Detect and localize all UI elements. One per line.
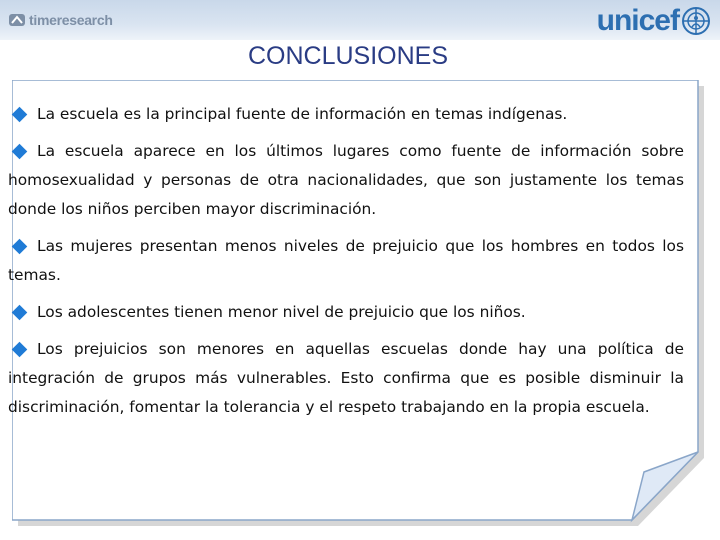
- item-text: Los adolescentes tienen menor nivel de prejuicio que los niños.: [37, 303, 526, 321]
- timeresearch-logo: [8, 10, 113, 30]
- unicef-emblem-icon: [682, 7, 710, 35]
- timeresearch-emblem-icon: [8, 11, 26, 29]
- blue-diamond-icon: [12, 341, 28, 357]
- unicef-logo: [597, 5, 710, 37]
- unicef-wordmark: unicef: [596, 4, 679, 37]
- blue-diamond-icon: [12, 238, 28, 254]
- list-item: [8, 100, 684, 129]
- blue-diamond-icon: [12, 304, 28, 320]
- list-item: [8, 335, 684, 422]
- list-item: [8, 298, 684, 327]
- item-text: La escuela es la principal fuente de información en temas indígenas.: [37, 105, 568, 123]
- blue-diamond-icon: [12, 143, 28, 159]
- blue-diamond-icon: [12, 106, 28, 122]
- conclusions-list: [8, 100, 684, 430]
- timeresearch-wordmark: timeresearch: [29, 12, 113, 28]
- list-item: [8, 232, 684, 290]
- item-text: La escuela aparece en los últimos lugares como fuente de información sobre homosexualidad y personas de otra nacionalidades, que son justamente los temas donde los niños perciben mayor discriminación.: [8, 142, 684, 218]
- list-item: [8, 137, 684, 224]
- item-text: Los prejuicios son menores en aquellas escuelas donde hay una política de integración de grupos más vulnerables. Esto confirma que es posible disminuir la discriminación, fomentar la tolerancia y el respeto trabajando en la propia escuela.: [8, 340, 684, 416]
- page-title: CONCLUSIONES: [247, 42, 449, 70]
- item-text: Las mujeres presentan menos niveles de prejuicio que los hombres en todos los temas.: [8, 237, 684, 284]
